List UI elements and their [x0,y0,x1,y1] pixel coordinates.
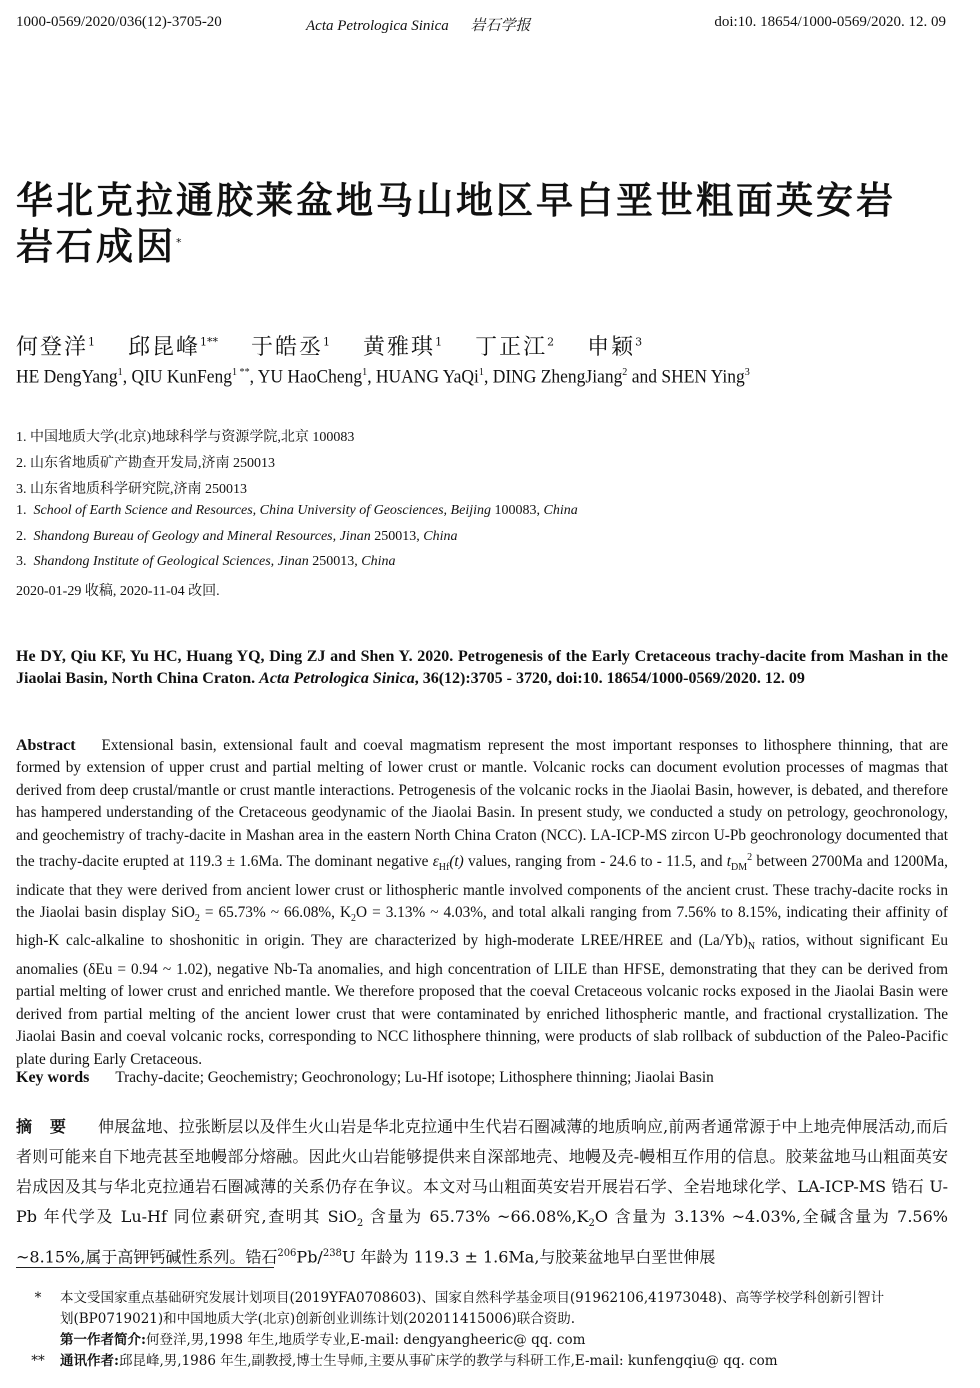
epsilon-sub: Hf [438,862,450,874]
affiliation-cn-3: 3. 山东省地质科学研究院,济南 250013 [16,482,247,497]
author-cn [587,335,642,360]
affiliation-num: 1. [16,503,27,518]
sio2-sub: 2 [194,913,200,925]
footnote-text: 本文受国家重点基础研究发展计划项目(2019YFA0708603)、国家自然科学基金项目(91962106,41973048)、高等学校学科创新引智计 [60,1290,885,1306]
header-journal-cn: 岩石学报 [470,18,531,34]
author-cn-sup: 1 [323,335,331,349]
footnote-first-author [16,1330,950,1351]
abstract-chinese [16,1112,948,1273]
author-cn [128,335,218,360]
header-journal-en: Acta Petrologica Sinica [306,18,449,34]
affiliation-num: 3. [16,554,27,569]
header-doi: doi:10. 18654/1000-0569/2020. 12. 09 [714,14,946,30]
affiliation-code: 250013, [370,529,424,544]
abstract-cn-sub: 2 [588,1218,595,1230]
footnote-funding [16,1288,950,1372]
first-author-label: 第一作者简介: [60,1332,146,1348]
abstract-cn-text: O 含量为 3.13% ~4.03%,全碱含量为 7.56% ~8.15%,属于高钾钙碱性系列。锆石 [16,1207,948,1267]
author-sep: , [367,366,376,388]
affiliation-country: China [361,554,396,569]
footnote-funding-line-1 [16,1288,950,1309]
affiliation-en-2 [16,529,457,545]
article-title [16,178,946,270]
author-cn-name: 何登洋 [16,335,89,360]
abstract-text: values, ranging from - 24.6 to - 11.5, and [463,853,727,871]
footnote-mark: * [34,1290,42,1306]
author-en-sup: 1 ** [231,366,250,378]
author-en-sup: 1 [478,366,484,378]
corresponding-text: 邱昆峰,男,1986 年生,副教授,博士生导师,主要从事矿床学的教学与科研工作,E-mail: kunfengqiu@ qq. com [118,1353,778,1369]
affiliation-en-1 [16,503,578,519]
author-cn-name: 于皓丞 [251,335,324,360]
tdm-sub: DM [730,862,748,874]
affiliation-num: 2. [16,529,27,544]
header-issn: 1000-0569/2020/036(12)-3705-20 [16,14,222,30]
author-cn [16,335,95,360]
tdm-symbol: t [726,853,731,871]
affiliation-country: China [543,503,578,518]
abstract-cn-text: Pb/ [296,1247,323,1267]
header-journal [306,14,531,35]
epsilon-symbol: ε [432,853,439,871]
keywords-text: Trachy-dacite; Geochemistry; Geochronology; Lu-Hf isotope; Lithosphere thinning; Jiaolai Basin [115,1069,714,1086]
abstract-cn-sup: 206 [277,1248,297,1260]
citation-journal: Acta Petrologica Sinica [259,670,415,687]
footnote-rule [16,1267,274,1268]
citation-tail: , 36(12):3705 - 3720, doi:10. 18654/1000-0569/2020. 12. 09 [414,670,805,687]
corresponding-label: 通讯作者: [60,1353,119,1369]
author-cn [251,335,330,360]
footnote-mark: ** [31,1353,45,1369]
abstract-text: Extensional basin, extensional fault and coeval magmatism represent the most important responses to lithosphere thinning, that are formed by extension of upper crust and partial melting of lower crust or mantle. Volcanic rocks can document evolution processes of magmas that derived from deep crustal/mantle or crust mantle interactions. Petrogenesis of the volcanic rocks in the Jiaolai Basin, however, is debated, and therefore has hampered understanding of the Cretaceous geodynamic of the Jiaolai Basin. In present study, we conducted a study on petrology, geochronology, and geochemistry of trachy-dacite in Mashan area in the eastern North China Craton (NCC). LA-ICP-MS zircon U-Pb geochronology documented that the trachy-dacite erupted at 119.3 ± 1.6Ma. The dominant negative [16,737,948,871]
abstract-text: = 65.73% ~ 66.08%, K [199,903,352,921]
author-en: QIU KunFeng [131,366,232,388]
author-cn-sup: 1** [200,335,219,349]
author-and: and [627,366,662,388]
keywords-label: Key words [16,1069,90,1086]
author-en: SHEN Ying [661,366,745,388]
author-en-sup: 1 [117,366,123,378]
abstract-cn-text: 伸展盆地、拉张断层以及伴生火山岩是华北克拉通中生代岩石圈减薄的地质响应,前两者通常源于中上地壳伸展活动,而后者则可能来自下地壳甚至地幔部分熔融。因此火山岩能够提供来自深部地壳、地幔及壳-幔相互作用的信息。胶莱盆地马山粗面英安岩成因及其与华北克拉通岩石圈减薄的关系仍存在争议。本文对马山粗面英安岩开展岩石学、全岩地球化学、LA-ICP-MS 锆石 U-Pb 年代学及 Lu-Hf 同位素研究,查明其 SiO [16,1117,948,1226]
abstract-english [16,735,948,1071]
abstract-cn-text: U 年龄为 119.3 ± 1.6Ma,与胶莱盆地早白垩世伸展 [341,1247,716,1267]
abstract-cn-text: 含量为 65.73% ~66.08%,K [363,1207,589,1226]
tdm-sup: 2 [747,852,753,864]
author-sep: , [249,366,258,388]
author-cn-sup: 1 [435,335,443,349]
abstract-text: between 2700Ma and 1200Ma, indicate that they were derived from ancient lower crust or lithospheric mantle involved components of the ancient crust. These trachy-dacite rocks in the Jiaolai basin display SiO [16,853,948,921]
footnote-funding-line-2: 划(BP0719021)和中国地质大学(北京)创新创业训练计划(202011415006)联合资助. [60,1311,576,1327]
author-cn [475,335,554,360]
title-footnote-mark: * [176,236,185,249]
author-en: HUANG YaQi [375,366,479,388]
affiliation-code: 250013, [308,554,362,569]
abstract-text: O = 3.13% ~ 4.03%, and total alkali ranging from 7.56% to 8.15%, indicating their affinity of high-K calc-alkaline to shoshonitic in origin. They are characterized by high-moderate LREE/HREE and (La/Yb) [16,903,948,950]
received-dates: 2020-01-29 收稿, 2020-11-04 改回. [16,584,220,599]
footnote-corresponding [16,1351,950,1372]
affiliation-code: 100083, [490,503,544,518]
abstract-cn-sub: 2 [356,1218,364,1230]
affiliation-country: China [423,529,458,544]
affiliation-cn-2: 2. 山东省地质矿产勘查开发局,济南 250013 [16,456,275,471]
epsilon-t: (t) [449,853,464,871]
title-line-1: 华北克拉通胶莱盆地马山地区早白垩世粗面英安岩 [16,179,896,222]
title-line-2 [16,224,946,270]
author-en-sup: 1 [362,366,368,378]
author-en-sup: 3 [744,366,750,378]
author-en: HE DengYang [16,366,118,388]
authors-english [16,366,750,388]
keywords [16,1069,948,1087]
citation-text: He DY, Qiu KF, Yu HC, Huang YQ, Ding ZJ and Shen Y. 2020. Petrogenesis of the Early Cretaceous trachy-dacite from Mashan in the Jiaolai Basin, North China Craton. [16,648,948,687]
author-cn-sup: 2 [547,335,555,349]
author-cn-name: 邱昆峰 [128,335,201,360]
authors-chinese [16,330,666,361]
affiliation-en-3 [16,554,396,570]
author-sep: , [483,366,493,388]
affiliation-cn-1: 1. 中国地质大学(北京)地球科学与资源学院,北京 100083 [16,430,355,445]
affiliation-text: Shandong Institute of Geological Sciences, Jinan [33,554,309,569]
author-cn [363,335,442,360]
author-cn-sup: 1 [88,335,96,349]
affiliation-text: Shandong Bureau of Geology and Mineral Resources, Jinan [33,529,371,544]
author-sep: , [122,366,132,388]
author-en: DING ZhengJiang [492,366,623,388]
author-cn-name: 黄雅琪 [363,335,436,360]
title-line-2-text: 岩石成因 [16,225,176,268]
abstract-cn-sup: 238 [322,1248,342,1260]
author-cn-name: 申颖 [587,335,636,360]
author-cn-sup: 3 [635,335,643,349]
affiliation-text: School of Earth Science and Resources, China University of Geosciences, Beijing [33,503,491,518]
author-cn-name: 丁正江 [475,335,548,360]
citation [16,646,948,690]
first-author-text: 何登洋,男,1998 年生,地质学专业,E-mail: dengyangheeric@ qq. com [145,1332,586,1348]
ratio-sub: N [747,941,756,953]
abstract-text: ratios, without significant Eu anomalies (δEu = 0.94 ~ 1.02), negative Nb-Ta anomalies, and high concentration of LILE than HFSE, demonstrating that they can be derived from partial melting of lower crust and enriched mantle. We therefore proposed that the coeval Cretaceous volcanic rocks exposed in the Jiaolai Basin were derived from partial melting of the ancient lower crust that were contaminated by enriched lithospheric mantle, and fractional crystallization. The Jiaolai Basin and coeval volcanic rocks, corresponding to NCC lithosphere thinning, were products of slab rollback of subduction of the Paleo-Pacific plate during Early Cretaceous. [16,932,948,1068]
abstract-label: Abstract [16,737,76,754]
abstract-cn-label: 摘 要 [16,1117,73,1136]
author-en: YU HaoCheng [257,366,363,388]
k2o-sub: 2 [351,913,357,925]
author-en-sup: 2 [622,366,628,378]
